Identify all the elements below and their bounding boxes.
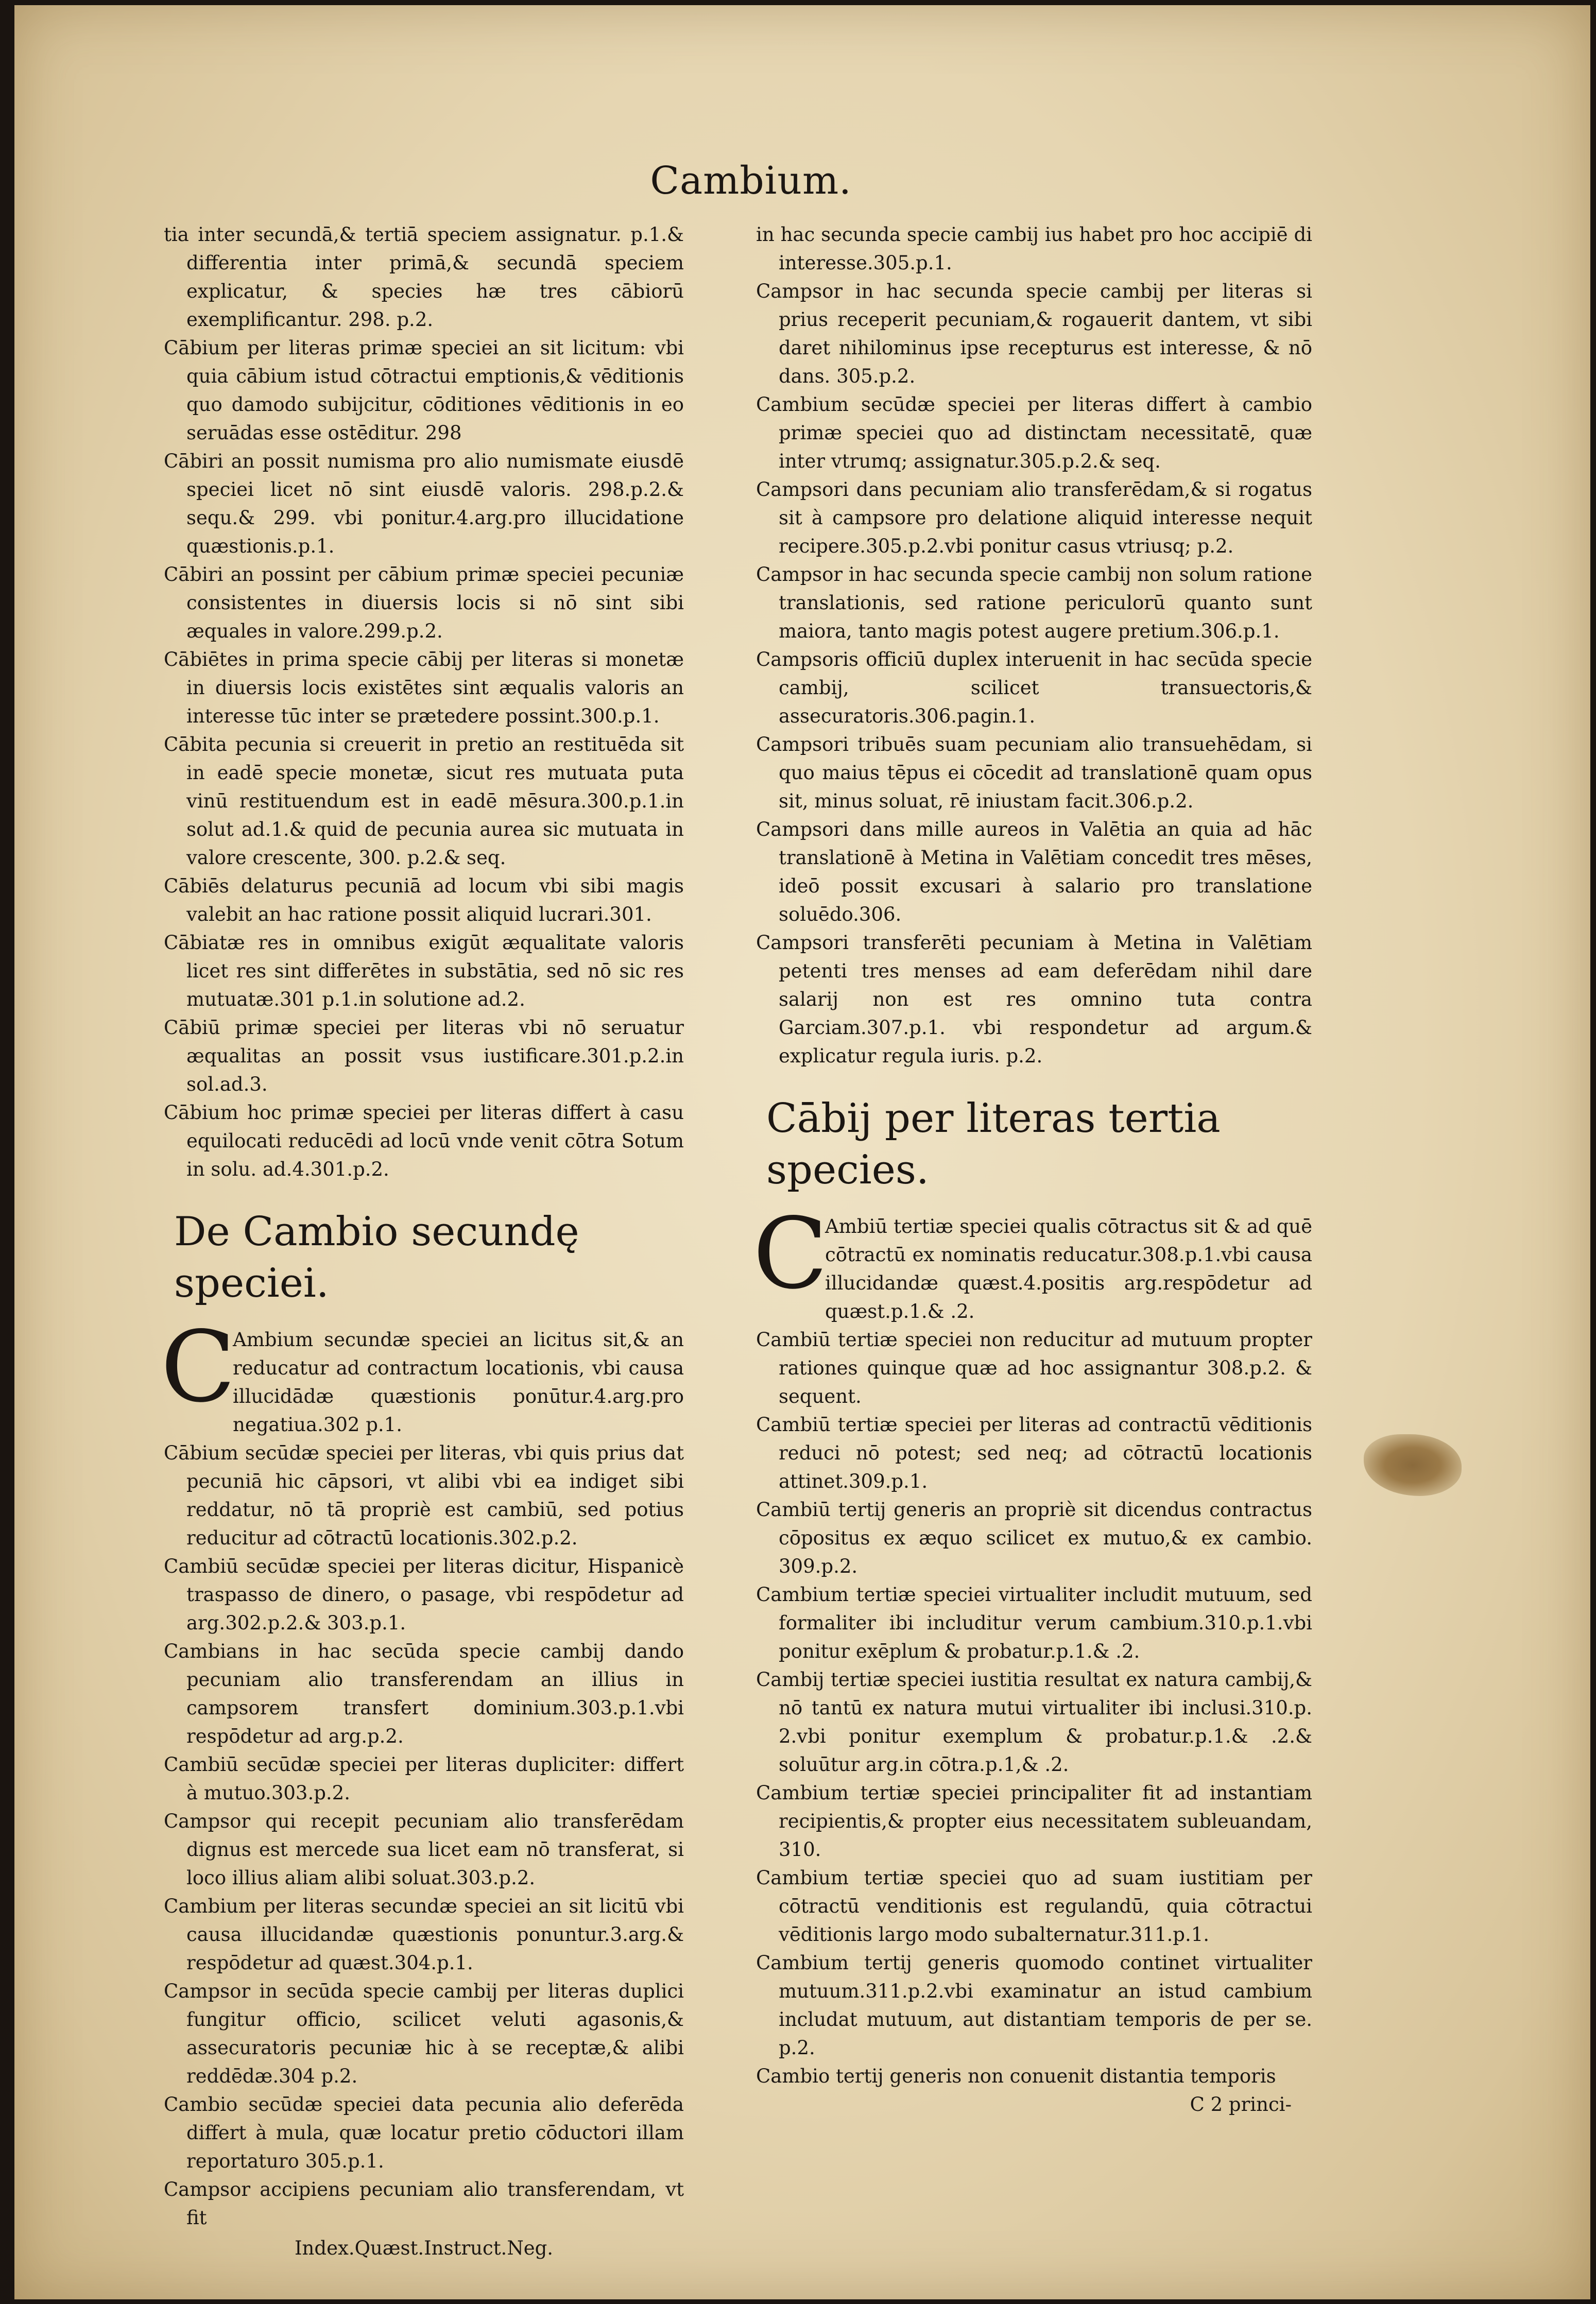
index-entry: Cābiēs delaturus pecuniā ad locum vbi sibi magis valebit an hac ratione possit aliquid lucrari.301. — [164, 875, 684, 925]
index-entry: Campsoris officiū duplex interuenit in hac secūda specie cambij, scilicet transuectoris,& assecuratoris.306.pagin.1. — [756, 648, 1312, 727]
index-entry: Cambium tertiæ speciei quo ad suam iustitiam per cōtractū venditionis est regulandū, quia cōtractui vēditionis largo modo subalternatur.311.p.1. — [756, 1867, 1312, 1946]
index-entry: Cābiētes in prima specie cābij per literas si monetæ in diuersis locis existētes sint æqualis valoris an interesse tūc inter se prætedere possint.300.p.1. — [164, 648, 684, 727]
index-entry: Cābiū primæ speciei per literas vbi nō seruatur æqualitas an possit vsus iustificare.301.p.2.in sol.ad.3. — [164, 1017, 684, 1095]
index-entry: Cābium hoc primæ speciei per literas differt à casu equilocati reducēdi ad locū vnde venit cōtra Sotum in solu. ad.4.301.p.2. — [164, 1102, 684, 1180]
index-entry: Campsor qui recepit pecuniam alio transferēdam dignus est mercede sua licet eam nō transferat, si loco illius aliam alibi soluat.303.p.2. — [164, 1810, 684, 1889]
section-heading: Cābij per literas tertia species. — [766, 1095, 1221, 1193]
index-entry: Cambium tertiæ speciei principaliter fit ad instantiam recipientis,& propter eius necessitatem subleuandam, 310. — [756, 1782, 1312, 1861]
index-entry: Cambium tertij generis quomodo continet virtualiter mutuum.311.p.2.vbi examinatur an istud cambium includat mutuum, aut distantiam temporis de per se. p.2. — [756, 1952, 1312, 2059]
index-entry: Campsori transferēti pecuniam à Metina in Valētiam petenti tres menses ad eam deferēdam nihil dare salarij non est res omnino tuta contra Garciam.307.p.1. vbi respondetur ad argum.& explicatur regula iuris. p.2. — [756, 932, 1312, 1067]
index-entry: Campsor accipiens pecuniam alio transferendam, vt fit — [164, 2178, 684, 2229]
index-entry: Cābita pecunia si creuerit in pretio an restituēda sit in eadē specie monetæ, sicut res mutuata puta vinū restituendum est in eadē mēsura.300.p.1.in solut ad.1.& quid de pecunia aurea sic mutuata in valore crescente, 300. p.2.& seq. — [164, 733, 684, 869]
index-entry: Ambium secundæ speciei an licitus sit,& an reducatur ad contractum locationis, vbi causa illucidādæ quæstionis ponūtur.4.arg.pro negatiua.302 p.1. — [233, 1329, 684, 1436]
section-heading: De Cambio secundę speciei. — [174, 1209, 579, 1306]
index-entry: Cambium secūdæ speciei per literas differt à cambio primæ speciei quo ad distinctam necessitatē, quæ inter vtrumq; assignatur.305.p.2.& seq. — [756, 393, 1312, 472]
index-entry: Campsori dans pecuniam alio transferēdam,& si rogatus sit à campsore pro delatione aliquid interesse nequit recipere.305.p.2.vbi ponitur casus vtriusq; p.2. — [756, 478, 1312, 557]
index-entry: Cābiri an possint per cābium primæ speciei pecuniæ consistentes in diuersis locis si nō sint sibi æquales in valore.299.p.2. — [164, 563, 684, 642]
page-title: Cambium. — [650, 159, 852, 203]
index-entry: Campsor in secūda specie cambij per literas duplici fungitur officio, scilicet veluti agasonis,& assecuratoris pecuniæ hic à se receptæ,& alibi reddēdæ.304 p.2. — [164, 1980, 684, 2087]
index-entry: Cambium per literas secundæ speciei an sit licitū vbi causa illucidandæ quæstionis ponuntur.3.arg.& respōdetur ad quæst.304.p.1. — [164, 1895, 684, 1974]
index-entry: Cambio tertij generis non conuenit distantia temporis — [756, 2065, 1276, 2087]
index-entry: Cambians in hac secūda specie cambij dando pecuniam alio transferendam an illius in campsorem transfert dominium.303.p.1.vbi respōdetur ad arg.p.2. — [164, 1640, 684, 1747]
index-entry: Cambio secūdæ speciei data pecunia alio deferēda differt à mula, quæ locatur pretio cōductori illam reportaturo 305.p.1. — [164, 2093, 684, 2172]
index-entry: in hac secunda specie cambij ius habet pro hoc accipiē di interesse.305.p.1. — [756, 223, 1312, 274]
index-entry: Cābium secūdæ speciei per literas, vbi quis prius dat pecuniā hic cāpsori, vt alibi vbi ea indiget sibi reddatur, nō tā propriè est cambiū, sed potius reducitur ad cōtractū locationis.302.p.2. — [164, 1442, 684, 1549]
paper-stain — [1364, 1434, 1462, 1496]
index-entry: Campsor in hac secunda specie cambij per literas si prius receperit pecuniam,& rogauerit dantem, vt sibi daret nihilominus ipse recepturus est interesse, & nō dans. 305.p.2. — [756, 280, 1312, 387]
index-entry: Cābium per literas primæ speciei an sit licitum: vbi quia cābium istud cōtractui emptionis,& vēditionis quo damodo subijcitur, cōditiones vēditionis in eo seruādas esse ostēditur. 298 — [164, 337, 684, 444]
left-entries-top — [164, 220, 684, 1183]
book-page — [14, 5, 1590, 2299]
index-entry: Cambiū secūdæ speciei per literas dicitur, Hispanicè traspasso de dinero, o pasage, vbi respōdetur ad arg.302.p.2.& 303.p.1. — [164, 1555, 684, 1634]
index-entry: Cambij tertiæ speciei iustitia resultat ex natura cambij,& nō tantū ex natura mutui virtualiter ibi inclusi.310.p. 2.vbi ponitur exemplum & probatur.p.1.& .2.& soluūtur arg.in cōtra.p.1,& .2. — [756, 1669, 1312, 1776]
index-entry: tia inter secundā,& tertiā speciem assignatur. p.1.& differentia inter primā,& secundā speciem explicatur, & species hæ tres cābiorū exemplificantur. 298. p.2. — [164, 223, 684, 331]
index-entry: Cambiū tertij generis an propriè sit dicendus contractus cōpositus ex æquo scilicet ex mutuo,& ex cambio. 309.p.2. — [756, 1499, 1312, 1577]
right-entries-bottom — [753, 1197, 1312, 2090]
index-entry: Cābiatæ res in omnibus exigūt æqualitate valoris licet res sint differētes in substātia, sed nō sic res mutuatæ.301 p.1.in solutione ad.2. — [164, 932, 684, 1010]
right-column — [753, 220, 1312, 2119]
page-footer: Index.Quæst.Instruct.Neg. — [294, 2237, 554, 2259]
left-column — [161, 220, 684, 2262]
index-entry: Ambiū tertiæ speciei qualis cōtractus sit & ad quē cōtractū ex nominatis reducatur.308.p.1.vbi causa illucidandæ quæst.4.positis arg.respōdetur ad quæst.p.1.& .2. — [825, 1215, 1312, 1322]
drop-cap: C — [753, 1197, 828, 1311]
index-entry: Cambiū tertiæ speciei non reducitur ad mutuum propter rationes quinque quæ ad hoc assignantur 308.p.2. & sequent. — [756, 1329, 1312, 1407]
right-entries-top — [756, 220, 1312, 1070]
index-entry: Cābiri an possit numisma pro alio numismate eiusdē speciei licet nō sint eiusdē valoris. 298.p.2.& sequ.& 299. vbi ponitur.4.arg.pro illucidatione quæstionis.p.1. — [164, 450, 684, 557]
index-entry: Campsori dans mille aureos in Valētia an quia ad hāc translationē à Metina in Valētiam concedit tres mēses, ideō possit excusari à salario pro translatione soluēdo.306. — [756, 818, 1312, 925]
index-entry: Campsori tribuēs suam pecuniam alio transuehēdam, si quo maius tēpus ei cōcedit ad translationē quam opus sit, minus soluat, rē iniustam facit.306.p.2. — [756, 733, 1312, 812]
index-entry: Cambiū tertiæ speciei per literas ad contractū vēditionis reduci nō potest; sed neq; ad cōtractū locationis attinet.309.p.1. — [756, 1414, 1312, 1492]
index-entry: Campsor in hac secunda specie cambij non solum ratione translationis, sed ratione periculorū quanto sunt maiora, tanto magis potest augere pretium.306.p.1. — [756, 563, 1312, 642]
index-entry: Cambium tertiæ speciei virtualiter includit mutuum, sed formaliter ibi includitur verum cambium.310.p.1.vbi ponitur exēplum & probatur.p.1.& .2. — [756, 1584, 1312, 1662]
left-entries-bottom — [161, 1310, 684, 2232]
drop-cap: C — [161, 1310, 236, 1424]
signature-mark: C 2 princi- — [1190, 2093, 1292, 2116]
index-entry: Cambiū secūdæ speciei per literas dupliciter: differt à mutuo.303.p.2. — [164, 1753, 684, 1804]
